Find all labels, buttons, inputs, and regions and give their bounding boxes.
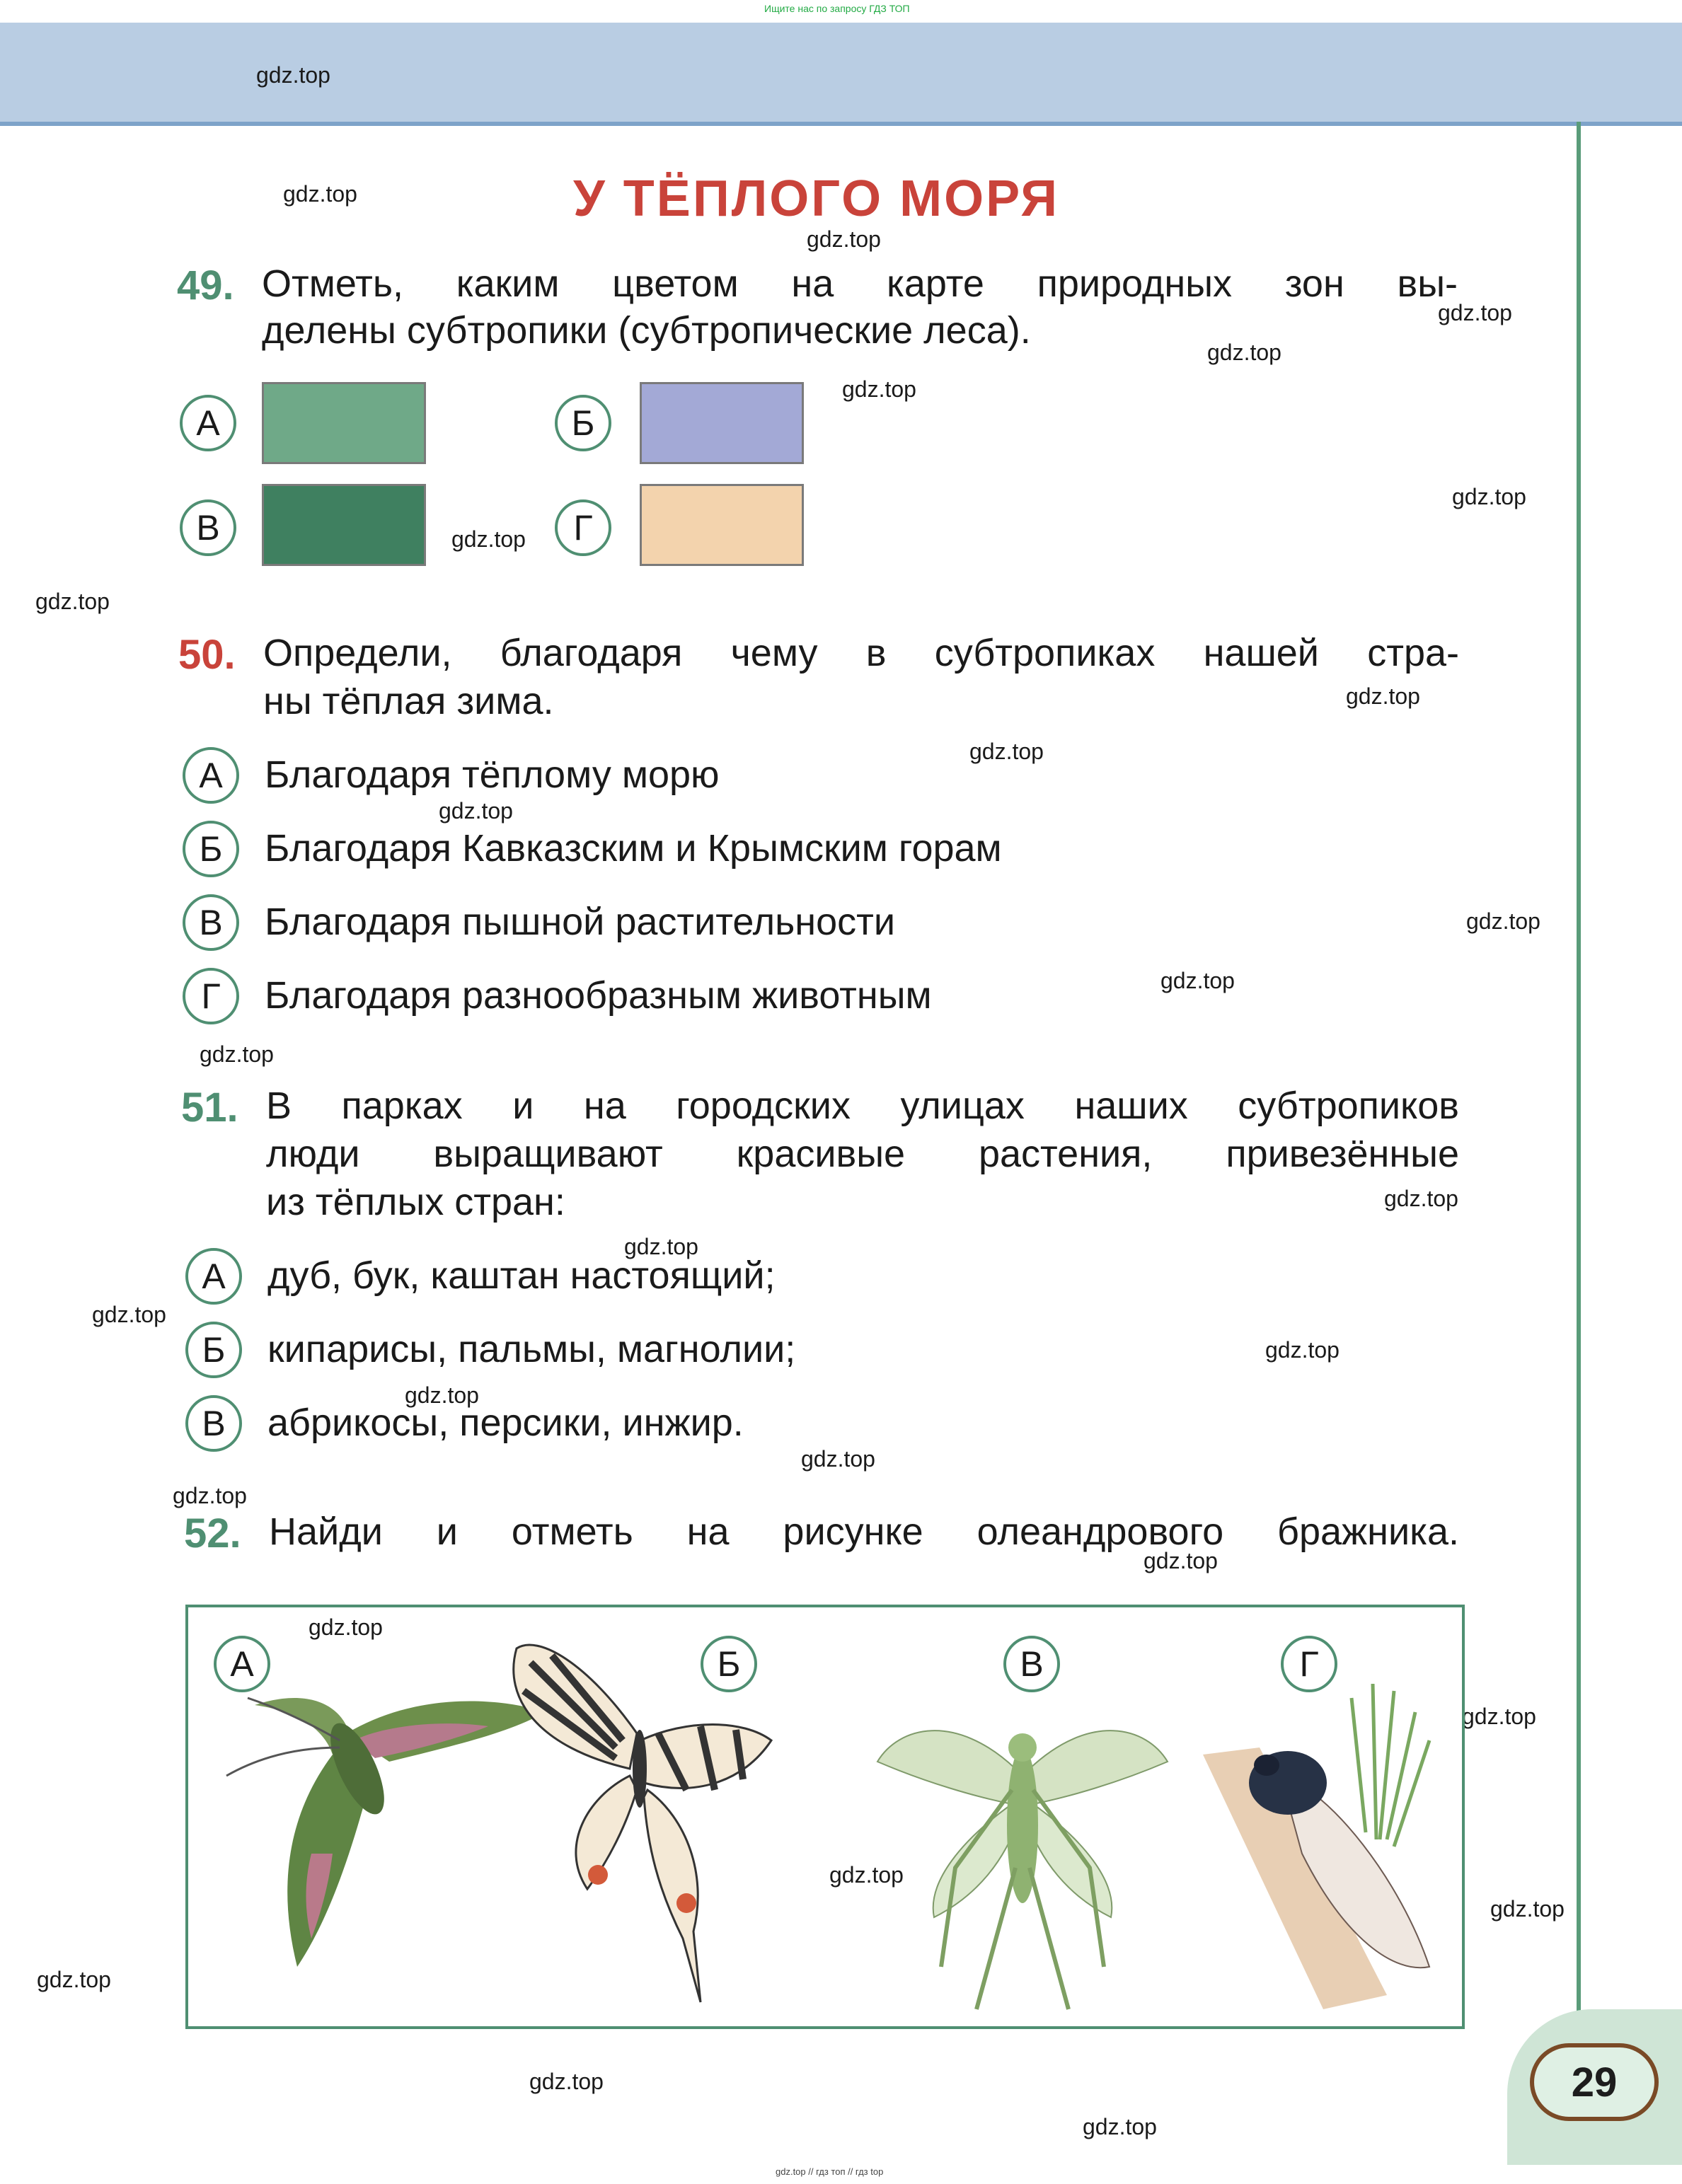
q49-swatch-b <box>640 382 804 464</box>
question-49-number: 49. <box>177 262 234 308</box>
watermark: gdz.top <box>801 1446 875 1472</box>
q50-option-c[interactable]: В <box>183 894 239 951</box>
watermark: gdz.top <box>1144 1548 1218 1573</box>
praying-mantis-picture[interactable] <box>870 1684 1175 2016</box>
q52-option-c[interactable]: В <box>1003 1636 1060 1692</box>
q49-option-b[interactable]: Б <box>555 395 611 451</box>
q51-option-a[interactable]: А <box>185 1248 242 1305</box>
top-line <box>0 122 1682 126</box>
question-52-number: 52. <box>184 1510 241 1556</box>
q52-option-b[interactable]: Б <box>701 1636 757 1692</box>
question-50-line: ны тёплая зима. <box>263 680 554 722</box>
page-title: У ТЁПЛОГО МОРЯ <box>573 171 1060 227</box>
question-51-line: из тёплых стран: <box>266 1181 565 1223</box>
question-51-number: 51. <box>181 1085 238 1131</box>
watermark: gdz.top <box>92 1302 166 1327</box>
watermark: gdz.top <box>173 1483 247 1508</box>
q51-option-b-text: кипарисы, пальмы, магнолии; <box>267 1328 796 1370</box>
q49-swatch-a <box>262 382 426 464</box>
q51-option-b[interactable]: Б <box>185 1322 242 1378</box>
header-ad: Ищите нас по запросу ГДЗ ТОП <box>764 3 910 14</box>
watermark: gdz.top <box>439 798 513 824</box>
watermark: gdz.top <box>1207 340 1281 365</box>
watermark: gdz.top <box>1265 1337 1340 1363</box>
watermark: gdz.top <box>200 1041 274 1067</box>
q49-swatch-d <box>640 484 804 566</box>
q51-option-a-text: дуб, бук, каштан настоящий; <box>267 1254 776 1297</box>
q49-option-a[interactable]: А <box>180 395 236 451</box>
question-50-line: Определи, благодаря чему в субтропиках нашей стра- <box>263 632 1459 674</box>
watermark: gdz.top <box>37 1967 111 1992</box>
watermark: gdz.top <box>1452 484 1526 509</box>
question-51-line: В парках и на городских улицах наших субтропиков <box>266 1085 1459 1127</box>
q50-option-a[interactable]: А <box>183 747 239 804</box>
watermark: gdz.top <box>35 589 110 614</box>
question-49-line: Отметь, каким цветом на карте природных зон вы- <box>262 262 1458 305</box>
q50-option-d-text: Благодаря разнообразным животным <box>265 974 932 1017</box>
watermark: gdz.top <box>451 526 526 552</box>
watermark: gdz.top <box>309 1614 383 1640</box>
watermark: gdz.top <box>1160 968 1235 993</box>
page-number: 29 <box>1530 2043 1659 2121</box>
watermark: gdz.top <box>1462 1704 1536 1729</box>
watermark: gdz.top <box>829 1862 904 1888</box>
watermark: gdz.top <box>1490 1896 1565 1922</box>
footer-ad: gdz.top // гдз топ // гдз top <box>776 2166 884 2177</box>
question-52-line: Найди и отметь на рисунке олеандрового бражника. <box>269 1510 1459 1553</box>
q52-option-a[interactable]: А <box>214 1636 270 1692</box>
q49-option-d[interactable]: Г <box>555 499 611 556</box>
watermark: gdz.top <box>1384 1186 1458 1211</box>
watermark: gdz.top <box>405 1382 479 1408</box>
watermark: gdz.top <box>1438 300 1512 325</box>
q50-option-a-text: Благодаря тёплому морю <box>265 753 720 796</box>
q49-option-c[interactable]: В <box>180 499 236 556</box>
right-margin-rule <box>1577 122 1581 2074</box>
watermark: gdz.top <box>529 2069 604 2094</box>
watermark: gdz.top <box>256 62 330 88</box>
q52-option-d[interactable]: Г <box>1281 1636 1337 1692</box>
watermark: gdz.top <box>969 739 1044 764</box>
watermark: gdz.top <box>283 181 357 207</box>
q50-option-b[interactable]: Б <box>183 821 239 877</box>
watermark: gdz.top <box>842 376 916 402</box>
watermark: gdz.top <box>1466 908 1540 934</box>
question-51-line: люди выращивают красивые растения, привезённые <box>266 1133 1459 1175</box>
question-49-line: делены субтропики (субтропические леса). <box>262 309 1031 352</box>
question-50-number: 50. <box>178 632 236 678</box>
q50-option-c-text: Благодаря пышной растительности <box>265 901 896 943</box>
watermark: gdz.top <box>1083 2114 1157 2139</box>
watermark: gdz.top <box>1346 683 1420 709</box>
watermark: gdz.top <box>624 1234 698 1259</box>
cicada-picture[interactable] <box>1203 1670 1451 2023</box>
top-band <box>0 23 1682 123</box>
q51-option-c-text: абрикосы, персики, инжир. <box>267 1402 744 1444</box>
q50-option-b-text: Благодаря Кавказским и Крымским горам <box>265 827 1002 869</box>
swallowtail-butterfly-picture[interactable] <box>474 1634 800 2016</box>
q49-swatch-c <box>262 484 426 566</box>
watermark: gdz.top <box>807 226 881 252</box>
q50-option-d[interactable]: Г <box>183 968 239 1024</box>
q51-option-c[interactable]: В <box>185 1395 242 1452</box>
